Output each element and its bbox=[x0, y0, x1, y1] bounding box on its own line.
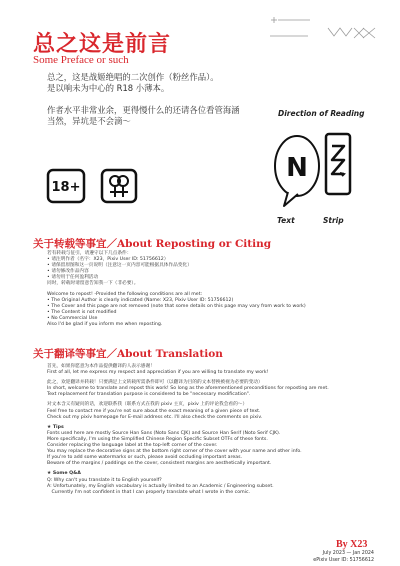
translation-line: 对文本含义有疑问的话，欢迎联系我（联系方式在我的 pixiv 主页，pixiv 上的评论我会看的～） bbox=[47, 402, 248, 408]
reposting-heading: 关于转载等事宜／About Reposting or Citing bbox=[33, 238, 272, 250]
reposting-body bbox=[47, 251, 306, 328]
yuri-symbol-icon bbox=[100, 168, 140, 208]
tips-heading: ★ Tips bbox=[47, 424, 64, 430]
intro-line: 总之，这是战姬绝唱的二次创作（粉丝作品）。 bbox=[47, 72, 219, 82]
date-range: July 2023 — Jan 2024 bbox=[322, 551, 374, 556]
translation-line: Feel free to contact me if you're not sure about the exact meaning of a given piece of text. bbox=[47, 408, 261, 414]
reposting-line: • The Cover and this page are not removed (note that some details on this page may vary from work to work) bbox=[47, 303, 306, 309]
translation-body bbox=[47, 364, 329, 496]
translation-line: More specifically, I'm using the Simplified Chinese Region Specific Subset OTFs of these fonts. bbox=[47, 436, 268, 442]
reposting-line: • 请勿用于任何盈利活动 bbox=[47, 275, 99, 281]
reposting-line: • The Original Author is clearly indicated (Name: X23, Pixiv User ID: 51756612) bbox=[47, 297, 234, 303]
intro-line bbox=[47, 94, 240, 105]
reposting-line: 若有转载与征引，请遵守以下几点条件： bbox=[47, 251, 132, 256]
page-subtitle: Some Preface or such bbox=[33, 54, 129, 66]
translation-line: Fonts used here are mostly Source Han Sans (Noto Sans CJK) and Source Han Serif (Noto Serif CJK). bbox=[47, 430, 281, 436]
translation-heading: 关于翻译等事宜／About Translation bbox=[33, 348, 223, 360]
age-rating-badge bbox=[46, 168, 90, 208]
reposting-line: Welcome to repost! -Provided the following conditions are all met: bbox=[47, 291, 203, 297]
direction-of-reading-title: Direction of Reading bbox=[278, 109, 365, 118]
translation-line: Beware of the margins / paddings on the cover, consistent margins are aesthetically important. bbox=[47, 461, 272, 467]
pixiv-id: ePixiv User ID: 51756612 bbox=[313, 558, 374, 563]
author-signature: By X23 bbox=[336, 539, 368, 550]
strip-label: Strip bbox=[323, 216, 344, 225]
reposting-line: • 请勿修改作品内容 bbox=[47, 269, 89, 275]
translation-line: A: Unfortunately, my English vocabulary is actually limited to an Academic / Engineering subset. bbox=[47, 483, 274, 489]
reposting-line: • 请注明作者（名字：X23，Pixiv User ID: 51756612） bbox=[47, 257, 169, 263]
translation-line: Text replacement for translation purpose is considered to be "necessary modification". bbox=[47, 392, 251, 398]
reposting-line: Also I'd be glad if you inform me when reposting. bbox=[47, 322, 163, 328]
reposting-line: • 请保留原图和这一页说明（注意这一页内容可能根据具体作品变化） bbox=[47, 263, 192, 269]
reposting-line: 同时，转载时请留意告知我一下（非必要）。 bbox=[47, 281, 139, 287]
translation-line: If you're to add some watermarks or such, please avoid occluding important areas. bbox=[47, 455, 243, 461]
reposting-line: • No Commercial Use bbox=[47, 315, 98, 321]
translation-line: First of all, let me express my respect and appreciation if you are willing to translate my work! bbox=[47, 370, 269, 376]
reposting-line: • The Content is not modified bbox=[47, 309, 117, 315]
translation-line: 此之，欢迎翻译并转载！只要满足上文转载所需条件即可（以翻译为目的的文本替换被视为必要的变动） bbox=[47, 380, 263, 386]
text-label: Text bbox=[277, 216, 295, 225]
reading-direction-icon bbox=[270, 120, 370, 220]
translation-line: Currently I'm not confident in that I can properly translate what I wrote in the comic. bbox=[47, 489, 251, 495]
intro-line: 当然，异坑是不会滴～ bbox=[47, 116, 131, 126]
translation-line: 首先，如果你愿意为本作品提供翻译的人表示感谢！ bbox=[47, 364, 155, 369]
intro-paragraph bbox=[47, 72, 240, 127]
svg-text:N: N bbox=[286, 153, 308, 183]
translation-line: You may replace the decorative signs at the bottom right corner of the cover with your name and other info. bbox=[47, 449, 302, 455]
intro-line: 作者水平非常业余，更得慢什么的还请各位看管海涵 bbox=[47, 105, 240, 115]
translation-line: Q: Why can't you translate it to English yourself? bbox=[47, 477, 162, 483]
qa-heading: ★ Some Q&A bbox=[47, 471, 81, 477]
decorative-lines bbox=[268, 14, 378, 48]
translation-line: In short, welcome to translate and repost this work! So long as the aforementioned preconditions for reposting are met. bbox=[47, 386, 329, 392]
translation-line: Consider replacing the language label at the top-left corner of the cover. bbox=[47, 443, 218, 449]
translation-line: Check out my pixiv homepage for E-mail address etc. I'll also check the comments on pixiv. bbox=[47, 414, 263, 420]
intro-line: 是以响未为中心的 R18 小薄本。 bbox=[47, 83, 170, 93]
age-badge-label: 18+ bbox=[51, 180, 81, 195]
page-title: 总之这是前言 bbox=[33, 31, 172, 57]
